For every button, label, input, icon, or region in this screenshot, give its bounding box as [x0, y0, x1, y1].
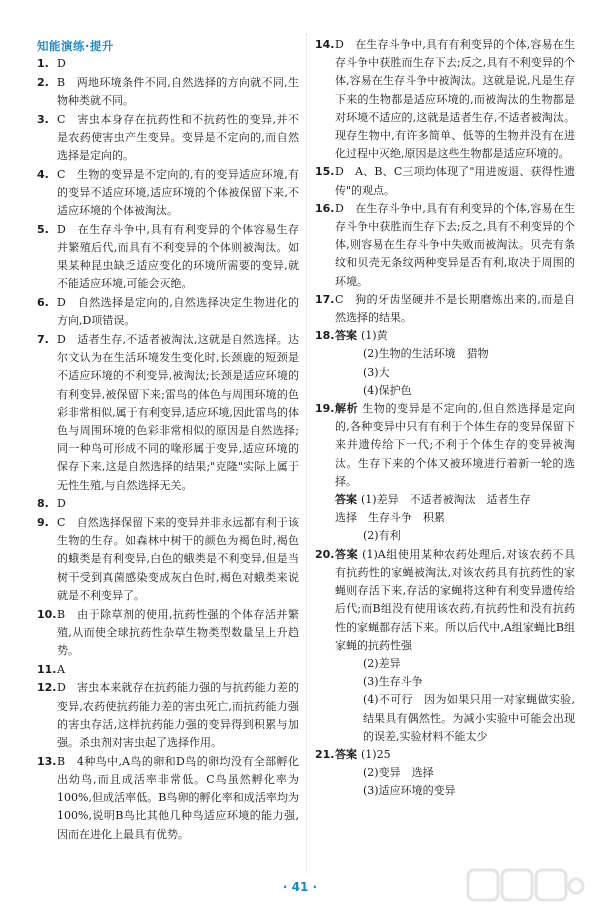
- answer-line: (4)不可行 因为如果只用一对家蝇做实验,结果具有偶然性。为减小实验中可能会出现的误差,实验材料不能太少: [363, 693, 575, 743]
- answer-item: [37, 111, 299, 166]
- answer-number: 8.: [37, 497, 49, 511]
- answer-item: [315, 291, 575, 327]
- answer-number: 3.: [37, 112, 49, 126]
- answer-item: [37, 606, 299, 661]
- answer-number: 6.: [37, 296, 49, 310]
- answer-number: 10.: [37, 607, 57, 621]
- left-column: [37, 55, 299, 844]
- answer-item: [37, 74, 299, 110]
- answer-item: [315, 36, 575, 163]
- left-answer-list: [37, 55, 299, 844]
- answer-text: D: [57, 497, 66, 511]
- answer-number: 18.: [315, 329, 335, 343]
- column-divider: [306, 34, 307, 874]
- answer-number: 15.: [315, 165, 335, 179]
- page-number: · 41 ·: [282, 880, 318, 894]
- answer-number: 20.: [315, 547, 335, 561]
- answer-text: B 由于除草剂的使用,抗药性强的个体存活并繁殖,从而使全球抗药性杂草生物类型数量呈上升趋势。: [57, 607, 299, 657]
- answer-item: [37, 661, 299, 679]
- answer-number: 21.: [315, 747, 335, 761]
- answer-key-label: 答案: [335, 747, 357, 761]
- answer-text: D 在生存斗争中,具有有利变异的个体,容易在生存斗争中获胜而生存下去;反之,具有不利变异的个体,则容易在生存斗争中失败而被淘汰。贝壳有条纹和贝壳无条纹两种变异是否有利,取决于周围的环境。: [335, 201, 575, 288]
- answer-item: [37, 679, 299, 752]
- answer-key-label: 答案: [335, 329, 357, 343]
- answer-text: B 两地环境条件不同,自然选择的方向就不同,生物种类就不同。: [57, 75, 299, 107]
- answer-number: 5.: [37, 222, 49, 236]
- answer-number: 13.: [37, 754, 57, 768]
- answer-text: D: [57, 57, 66, 70]
- answer-line: (1)25: [361, 747, 391, 761]
- answer-item-18: [315, 327, 575, 400]
- answer-item: [37, 221, 299, 294]
- answer-number: 14.: [315, 38, 335, 51]
- answer-number: 16.: [315, 201, 335, 215]
- answer-line: (1)黄: [361, 329, 388, 343]
- answer-text: A: [57, 662, 65, 676]
- answer-key-label: 答案: [335, 493, 357, 507]
- answer-line: (4)保护色: [363, 383, 412, 397]
- answer-item-20: [315, 546, 575, 746]
- answer-item: [37, 294, 299, 330]
- answer-text: D 在生存斗争中,具有有利变异的个体,容易在生存斗争中获胜而生存下去;反之,具有不利变异的个体,容易在生存斗争中被淘汰。这就是说,凡是生存下来的生物都是适应环境的,而被淘汰的生物都是对环境不适应的,这就是适者生存,不适者被淘汰。现存生物中,有许多简单、低等的生物并没有在进化过程中灭绝,原因是这些生物都是适应环境的。: [335, 38, 575, 161]
- right-column: [315, 36, 575, 801]
- answer-number: 11.: [37, 662, 57, 676]
- answer-text: D 自然选择是定向的,自然选择决定生物进化的方向,D项错误。: [57, 296, 299, 328]
- answer-text: C 自然选择保留下来的变异并非永远都有利于该生物的生存。如森林中树干的颜色为褐色时,褐色的蛾类是有利变异,白色的蛾类是不利变异,但是当树干受到真菌感染变成灰白色时,褐色对蛾类来说就是不利变异了。: [57, 516, 299, 602]
- answer-item: [315, 163, 575, 199]
- answer-line: (3)适应环境的变异: [363, 784, 456, 798]
- watermark-logo-icon: [466, 866, 586, 910]
- answer-text: C 生物的变异是不定向的,有的变异适应环境,有的变异不适应环境,适应环境的个体被保留下来,不适应环境的个体被淘汰。: [57, 167, 299, 218]
- answer-item: [37, 753, 299, 844]
- answer-number: 9.: [37, 516, 49, 530]
- answer-line: (3)生存斗争: [363, 675, 423, 689]
- answer-text: B 4种鸟中,A鸟的卵和D鸟的卵均没有全部孵化出幼鸟,而且成活率非常低。C鸟虽然孵化率为100%,但成活率低。B鸟卵的孵化率和成活率均为100%,说明B鸟比其他几种鸟适应环境的能力强,因而在进化上最具有优势。: [57, 754, 299, 841]
- answer-line: 选择 生存斗争 积累: [335, 511, 445, 525]
- answer-item: [37, 495, 299, 513]
- answer-number: 2.: [37, 75, 49, 89]
- answer-line: (2)差异: [363, 656, 401, 670]
- answer-item-21: [315, 746, 575, 801]
- answer-number: 17.: [315, 292, 335, 306]
- answer-text: D 害虫本来就存在抗药能力强的与抗药能力差的变异,农药使抗药能力差的害虫死亡,而抗药能力强的害虫存活,这样抗药能力强的变异得到积累与加强。杀虫剂对害虫起了选择作用。: [57, 681, 299, 750]
- answer-text: D 在生存斗争中,具有有利变异的个体容易生存并繁殖后代,而具有不利变异的个体则被淘汰。如果某种昆虫缺乏适应变化的环境所需要的变异,就不能适应环境,可能会灭绝。: [57, 222, 299, 291]
- answer-line: (2)生物的生活环境 猎物: [363, 347, 489, 361]
- right-answer-list: [315, 36, 575, 327]
- answer-item: [315, 200, 575, 291]
- answer-line: (2)有利: [363, 529, 401, 543]
- answer-text: C 狗的牙齿坚硬并不是长期磨炼出来的,而是自然选择的结果。: [335, 292, 575, 325]
- section-title: 知能演练·提升: [37, 39, 114, 53]
- answer-item: [37, 166, 299, 221]
- answer-item: [37, 514, 299, 605]
- answer-key-label: 答案: [335, 547, 359, 561]
- answer-item: [37, 55, 299, 73]
- answer-line: (2)变异 选择: [363, 766, 434, 780]
- answer-number: 12.: [37, 681, 57, 695]
- answer-number: 7.: [37, 333, 49, 347]
- answer-text: 生物的变异是不定向的,但自然选择是定向的,各种变异中只有有利于个体生存的变异保留下来并遗传给下一代;不利于个体生存的变异被淘汰。生存下来的个体又被环境进行着新一轮的选择。: [335, 402, 575, 488]
- answer-line: (3)大: [363, 365, 390, 379]
- answer-text: (1)A组使用某种农药处理后,对该农药不具有抗药性的家蝇被淘汰,对该农药具有抗药性的家蝇则存活下来,存活的家蝇将这种有利变异遗传给后代;而B组没有使用该农药,有抗药性和没有抗药性的家蝇都存活下来。所以后代中,A组家蝇比B组家蝇的抗药性强: [335, 547, 575, 652]
- answer-text: C 害虫本身存在抗药性和不抗药性的变异,并不是农药使害虫产生变异。变异是不定向的,而自然选择是定向的。: [57, 112, 299, 163]
- answer-number: 4.: [37, 167, 49, 181]
- answer-number: 19.: [315, 402, 335, 416]
- answer-item-19: [315, 400, 575, 546]
- answer-number: 1.: [37, 57, 49, 70]
- answer-item: [37, 331, 299, 495]
- answer-text: D A、B、C三项均体现了"用进废退、获得性遗传"的观点。: [335, 165, 575, 197]
- answer-line: (1)差异 不适者被淘汰 适者生存: [361, 493, 531, 507]
- answer-text: D 适者生存,不适者被淘汰,这就是自然选择。达尔文认为在生活环境发生变化时,长颈鹿的短颈是不适应环境的不利变异,被淘汰;长颈是适应环境的有利变异,被保留下来;雷鸟的体色与周围环境的色彩非常相似,属于有利变异,适应环境,因此雷鸟的体色与周围环境的色彩非常相似的原因是自然选择;同一种鸟可形成不同的喙形属于变异,适应环境的保存下来,这是自然选择的结果;"克隆"实际上属于无性生殖,与自然选择无关。: [57, 333, 299, 492]
- analysis-key-label: 解析: [335, 402, 359, 416]
